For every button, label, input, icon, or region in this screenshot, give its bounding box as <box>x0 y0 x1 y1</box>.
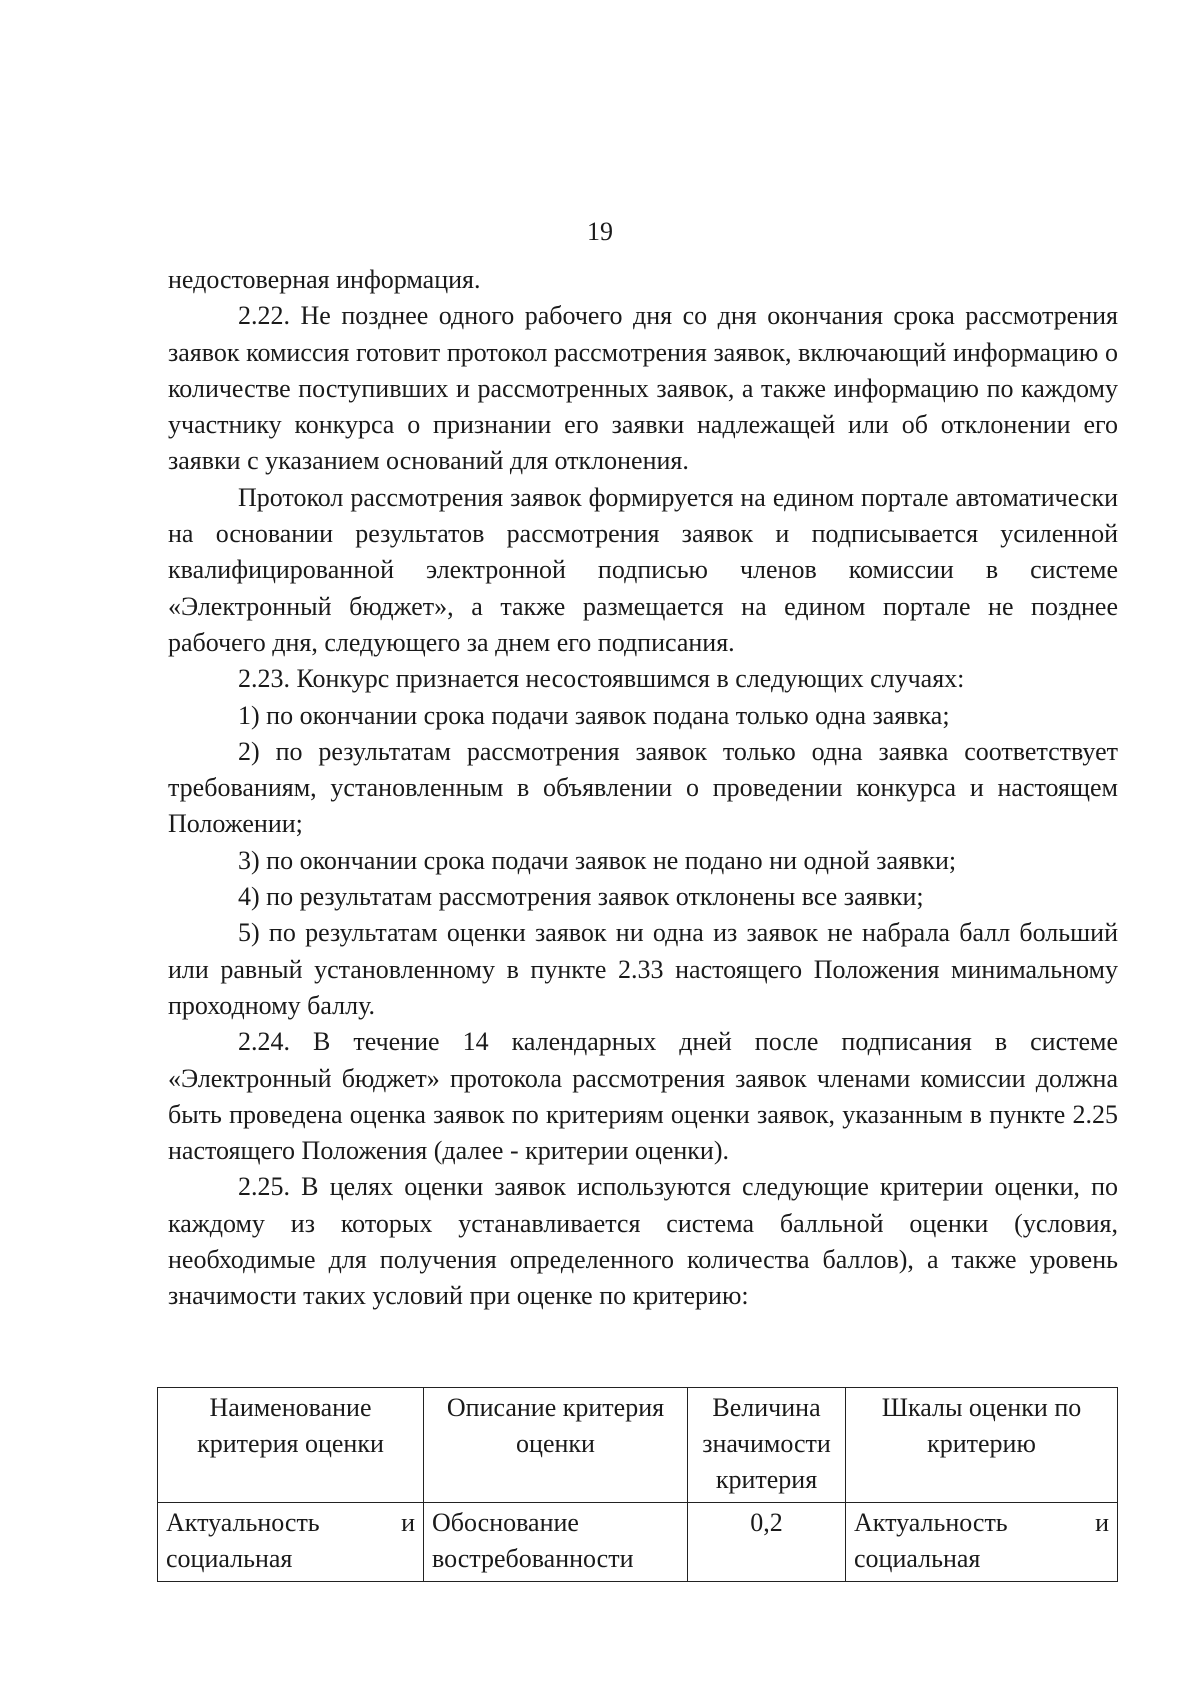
paragraph: 1) по окончании срока подачи заявок подана только одна заявка; <box>238 700 950 730</box>
paragraph: 2.24. В течение 14 календарных дней после подписания в системе «Электронный бюджет» протокола рассмотрения заявок членами комиссии должна быть проведена оценка заявок по критериям оценки заявок, указанным в пункте 2.25 настоящего Положения (далее - критерии оценки). <box>168 1027 1118 1166</box>
body-text <box>168 262 1118 1315</box>
header-criterion-weight: Величина значимости критерия <box>688 1388 846 1503</box>
paragraph: 3) по окончании срока подачи заявок не подано ни одной заявки; <box>238 845 957 875</box>
criteria-table <box>157 1387 1118 1582</box>
cell-criterion-scale: Актуальность и социальная <box>846 1503 1118 1582</box>
cell-criterion-name: Актуальность и социальная <box>158 1503 424 1582</box>
paragraph: недостоверная информация. <box>168 265 481 294</box>
header-criterion-description: Описание критерия оценки <box>424 1388 688 1503</box>
page-number: 19 <box>587 217 613 246</box>
header-criterion-scale: Шкалы оценки по критерию <box>846 1388 1118 1503</box>
paragraph: 4) по результатам рассмотрения заявок отклонены все заявки; <box>238 882 924 912</box>
table-row <box>158 1503 1118 1582</box>
paragraph: Протокол рассмотрения заявок формируется на едином портале автоматически на основании результатов рассмотрения заявок и подписывается усиленной квалифицированной электронной подписью членов комиссии в системе «Электронный бюджет», а также размещается на едином портале не позднее рабочего дня, следующего за днем его подписания. <box>168 482 1118 657</box>
cell-criterion-weight: 0,2 <box>688 1503 846 1582</box>
paragraph: 2.23. Конкурс признается несостоявшимся в следующих случаях: <box>238 664 965 694</box>
paragraph: 2.25. В целях оценки заявок используются следующие критерии оценки, по каждому из которых устанавливается система балльной оценки (условия, необходимые для получения определенного количества баллов), а также уровень значимости таких условий при оценке по критерию: <box>168 1172 1118 1311</box>
cell-criterion-description: Обоснование востребованности <box>424 1503 688 1582</box>
table-header-row <box>158 1388 1118 1503</box>
paragraph: 2) по результатам рассмотрения заявок только одна заявка соответствует требованиям, установленным в объявлении о проведении конкурса и настоящем Положении; <box>168 736 1118 839</box>
paragraph: 5) по результатам оценки заявок ни одна из заявок не набрала балл больший или равный установленному в пункте 2.33 настоящего Положения минимальному проходному баллу. <box>168 918 1118 1020</box>
header-criterion-name: Наименование критерия оценки <box>158 1388 424 1503</box>
paragraph: 2.22. Не позднее одного рабочего дня со дня окончания срока рассмотрения заявок комиссия готовит протокол рассмотрения заявок, включающий информацию о количестве поступивших и рассмотренных заявок, а также информацию по каждому участнику конкурса о признании его заявки надлежащей или об отклонении его заявки с указанием оснований для отклонения. <box>168 301 1118 476</box>
